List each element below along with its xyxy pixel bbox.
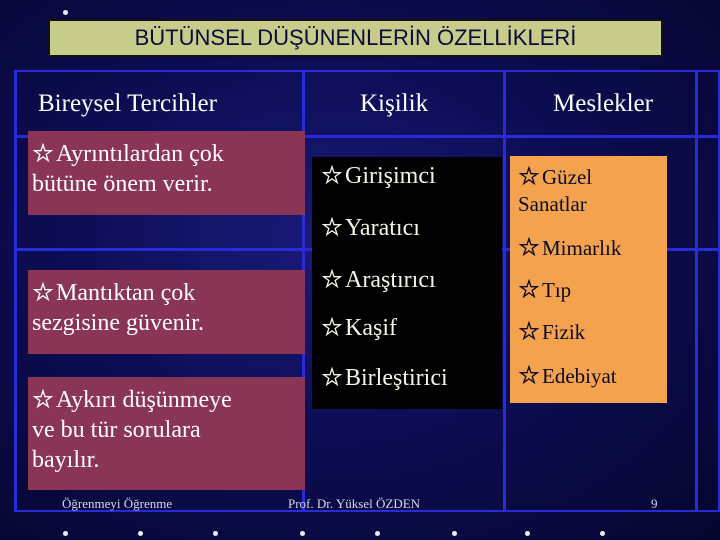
personality-item: Yaratıcı <box>321 215 420 242</box>
profession-item: Fizik <box>518 320 585 345</box>
slide-title-text: BÜTÜNSEL DÜŞÜNENLERİN ÖZELLİKLERİ <box>134 25 577 50</box>
decor-dot <box>600 531 605 536</box>
star-bullet-icon <box>321 367 343 387</box>
star-bullet-icon <box>518 365 540 385</box>
decor-dot <box>63 10 68 15</box>
decor-dot <box>525 531 530 536</box>
page-number: 9 <box>651 496 658 511</box>
personality-item: Girişimci <box>321 163 436 190</box>
star-bullet-icon <box>321 165 343 185</box>
star-bullet-icon <box>518 279 540 299</box>
profession-item: Edebiyat <box>518 364 617 389</box>
star-bullet-icon <box>518 166 540 186</box>
profession-item: Mimarlık <box>518 236 621 261</box>
preference-line: Mantıktan çok <box>32 278 305 308</box>
column-heading-professions: Meslekler <box>553 90 653 117</box>
profession-item: Tıp <box>518 278 571 303</box>
preference-box-1 <box>28 131 305 215</box>
footer-center: Prof. Dr. Yüksel ÖZDEN <box>288 496 421 511</box>
preference-line: bütüne önem verir. <box>32 171 213 197</box>
footer-left: Öğrenmeyi Öğrenme <box>62 496 173 511</box>
decor-dot <box>375 531 380 536</box>
preference-line: ve bu tür sorulara <box>32 417 201 443</box>
preference-line: sezgisine güvenir. <box>32 310 204 336</box>
professions-box <box>510 156 667 403</box>
preference-line: Aykırı düşünmeye <box>32 385 305 415</box>
star-bullet-icon <box>321 269 343 289</box>
star-bullet-icon <box>321 317 343 337</box>
star-bullet-icon <box>518 321 540 341</box>
decor-dot <box>452 531 457 536</box>
column-heading-individual: Bireysel Tercihler <box>38 90 217 117</box>
preference-line: bayılır. <box>32 447 100 473</box>
profession-item: Güzel Sanatlar <box>518 165 593 216</box>
slide-title <box>48 19 663 57</box>
decor-dot <box>138 531 143 536</box>
decor-dot <box>63 531 68 536</box>
personality-item: Birleştirici <box>321 365 448 392</box>
star-bullet-icon <box>32 389 54 409</box>
star-bullet-icon <box>518 237 540 257</box>
star-bullet-icon <box>32 143 54 163</box>
personality-item: Araştırıcı <box>321 267 436 294</box>
star-bullet-icon <box>321 217 343 237</box>
preference-box-2 <box>28 270 305 354</box>
personality-box <box>312 157 502 409</box>
decor-dot <box>213 531 218 536</box>
star-bullet-icon <box>32 282 54 302</box>
preference-box-3 <box>28 377 305 490</box>
decor-dot <box>300 531 305 536</box>
preference-line: Ayrıntılardan çok <box>32 139 305 169</box>
personality-item: Kaşif <box>321 315 397 342</box>
column-heading-personality: Kişilik <box>360 90 429 117</box>
